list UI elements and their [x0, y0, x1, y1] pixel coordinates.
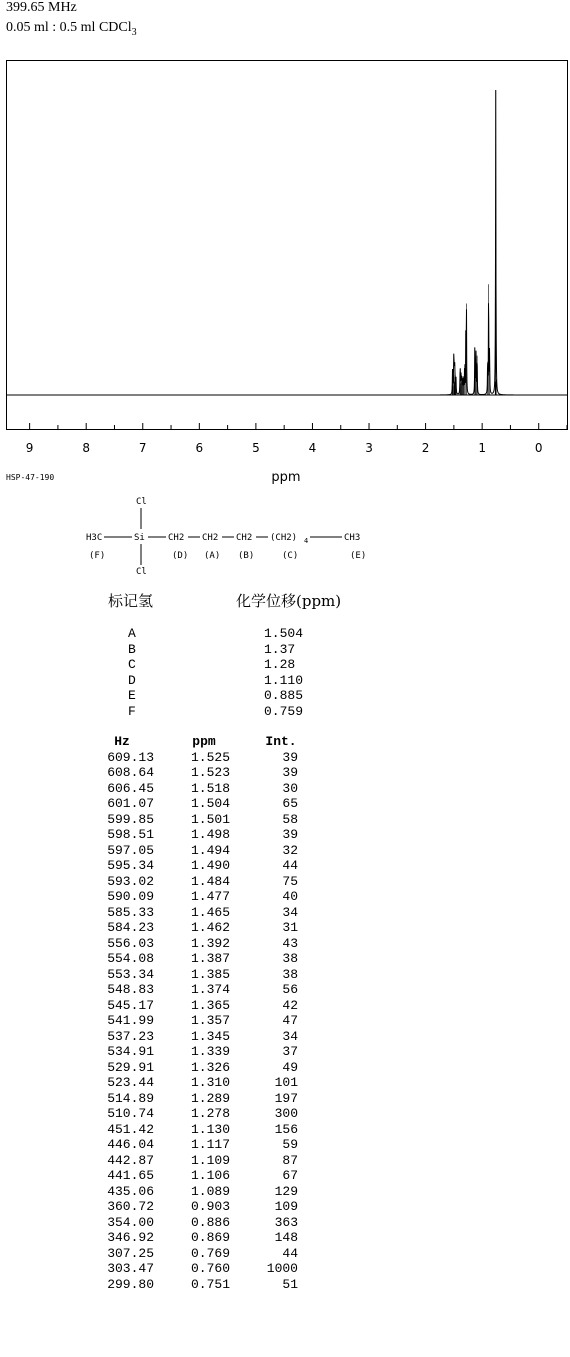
peak-ppm: 1.117: [190, 1137, 230, 1152]
peak-ppm: 1.289: [190, 1090, 230, 1106]
table-row: [0, 1199, 570, 1215]
position-label-a: (A): [204, 551, 221, 561]
peak-ppm: 0.769: [190, 1245, 230, 1261]
ch2-a-label: CH2: [202, 533, 219, 543]
x-tick-label: 4: [308, 441, 317, 455]
peak-hz: 601.07: [107, 796, 154, 811]
peak-hz: 608.64: [107, 765, 154, 780]
peak-ppm: 1.089: [190, 1183, 230, 1199]
peak-hz: 510.74: [107, 1106, 154, 1121]
peak-hz: 598.51: [107, 827, 154, 842]
position-label-e: (E): [350, 551, 367, 561]
assignment-label: B: [128, 641, 136, 657]
peak-ppm: 1.484: [190, 873, 230, 889]
peak-ppm: 1.109: [190, 1152, 230, 1168]
table-row: [0, 1044, 570, 1060]
table-row: [0, 998, 570, 1014]
ch3-label: CH3: [344, 533, 361, 543]
assignment-row: [0, 704, 570, 720]
peak-int: 32: [282, 842, 298, 858]
assignment-row: [0, 626, 570, 642]
assignment-col-shift: 化学位移(ppm): [236, 592, 342, 610]
peak-ppm: 1.130: [190, 1121, 230, 1137]
peak-ppm: 1.278: [190, 1106, 230, 1121]
peak-hz: 554.08: [107, 951, 154, 966]
assignment-shift: 1.110: [264, 672, 304, 688]
peak-ppm: 0.903: [190, 1199, 230, 1214]
peak-hz: 299.80: [107, 1276, 154, 1292]
chemical-structure: [80, 490, 400, 580]
peak-ppm: 1.339: [190, 1044, 230, 1059]
peak-hz: 451.42: [107, 1121, 154, 1137]
peak-int: 51: [282, 1276, 298, 1292]
assignment-col-label: 标记氢: [108, 592, 154, 610]
peak-int: 37: [282, 1044, 298, 1059]
table-row: [0, 1137, 570, 1153]
spectrum-code: HSP-47-190: [6, 473, 55, 482]
peak-hz: 537.23: [107, 1028, 154, 1044]
assignment-label: F: [128, 703, 136, 719]
peak-int: 39: [282, 827, 298, 842]
peak-hz: 606.45: [107, 780, 154, 796]
peak-int: 44: [282, 1245, 298, 1261]
peak-hz: 545.17: [107, 997, 154, 1013]
sample-text: 0.05 ml : 0.5 ml CDCl: [6, 20, 132, 35]
peak-ppm: 1.387: [190, 951, 230, 966]
peak-hz: 441.65: [107, 1168, 154, 1183]
table-row: [0, 1122, 570, 1138]
peak-hz: 585.33: [107, 904, 154, 920]
assignment-list: [0, 626, 570, 719]
table-row: [0, 874, 570, 890]
table-row: [0, 920, 570, 936]
table-row: [0, 827, 570, 843]
peak-hz: 553.34: [107, 966, 154, 982]
sample-subscript: 3: [131, 26, 137, 38]
x-tick-label: 1: [478, 441, 486, 455]
peak-hz: 548.83: [107, 982, 154, 997]
position-label-c: (C): [282, 551, 299, 561]
peak-int: 38: [282, 951, 298, 966]
peak-ppm: 0.886: [190, 1214, 230, 1230]
table-row: [0, 812, 570, 828]
peak-int: 39: [282, 749, 298, 765]
peak-int: 300: [274, 1106, 298, 1121]
peak-ppm: 1.525: [190, 749, 230, 765]
peak-table-body: [0, 750, 570, 1293]
peak-hz: 346.92: [107, 1230, 154, 1245]
peak-table: [0, 734, 570, 1292]
peak-hz: 609.13: [107, 749, 154, 765]
assignment-row: [0, 642, 570, 658]
peak-int: 39: [282, 765, 298, 780]
assignment-label: E: [128, 688, 136, 703]
table-row: [0, 1060, 570, 1076]
peak-int: 34: [282, 904, 298, 920]
spectrometer-frequency: 399.65 MHz: [6, 0, 77, 15]
peak-ppm: 1.494: [190, 842, 230, 858]
table-row: [0, 1184, 570, 1200]
plot-frame: [7, 61, 568, 430]
peak-ppm: 1.490: [190, 858, 230, 873]
peak-ppm: 1.310: [190, 1075, 230, 1090]
peak-hz: 584.23: [107, 920, 154, 935]
peak-int: 42: [282, 997, 298, 1013]
peak-ppm: 0.869: [190, 1230, 230, 1245]
peak-ppm: 1.385: [190, 966, 230, 982]
peak-hz: 523.44: [107, 1075, 154, 1090]
cl-top-label: Cl: [136, 497, 147, 507]
h3c-label: H3C: [86, 533, 103, 543]
repeat-count: 4: [304, 537, 309, 545]
peak-hz: 529.91: [107, 1059, 154, 1075]
table-row: [0, 1261, 570, 1277]
table-row: [0, 843, 570, 859]
assignment-label: C: [128, 657, 136, 672]
assignment-shift: 1.28: [264, 657, 296, 672]
header-ppm: ppm: [192, 734, 216, 749]
assignment-label: A: [128, 626, 136, 641]
peak-hz: 534.91: [107, 1044, 154, 1059]
table-row: [0, 1246, 570, 1262]
table-row: [0, 967, 570, 983]
peak-int: 59: [282, 1137, 298, 1152]
peak-hz: 595.34: [107, 858, 154, 873]
peak-ppm: 1.106: [190, 1168, 230, 1183]
si-label: Si: [134, 533, 145, 543]
table-row: [0, 905, 570, 921]
assignment-row: [0, 688, 570, 704]
peak-ppm: 1.365: [190, 997, 230, 1013]
peak-ppm: 0.760: [190, 1261, 230, 1276]
header-int: Int.: [265, 734, 297, 749]
x-tick-label: 2: [421, 441, 430, 455]
peak-int: 109: [274, 1199, 298, 1214]
peak-ppm: 1.477: [190, 889, 230, 904]
peak-int: 156: [274, 1121, 298, 1137]
table-row: [0, 750, 570, 766]
cl-bottom-label: Cl: [136, 567, 147, 577]
peak-table-header: [0, 734, 570, 750]
x-tick-label: 0: [534, 441, 543, 455]
ch2n-label: (CH2): [270, 533, 298, 543]
peak-hz: 360.72: [107, 1199, 154, 1214]
peak-hz: 599.85: [107, 811, 154, 827]
peak-ppm: 1.498: [190, 827, 230, 842]
peak-ppm: 1.392: [190, 935, 230, 951]
x-axis-ticks: [30, 423, 567, 429]
peak-ppm: 1.523: [190, 765, 230, 780]
peak-int: 49: [282, 1059, 298, 1075]
table-row: [0, 781, 570, 797]
spectrum-trace: [7, 90, 567, 395]
x-tick-label: 6: [195, 441, 204, 455]
peak-hz: 303.47: [107, 1261, 154, 1276]
peak-ppm: 1.465: [190, 904, 230, 920]
peak-int: 67: [282, 1168, 298, 1183]
peak-int: 363: [274, 1214, 298, 1230]
table-row: [0, 1106, 570, 1122]
peak-hz: 307.25: [107, 1245, 154, 1261]
peak-ppm: 1.501: [190, 811, 230, 827]
table-row: [0, 1153, 570, 1169]
peak-int: 58: [282, 811, 298, 827]
peak-hz: 597.05: [107, 842, 154, 858]
x-tick-label: 8: [82, 441, 91, 455]
table-row: [0, 1168, 570, 1184]
table-row: [0, 1091, 570, 1107]
peak-int: 148: [274, 1230, 298, 1245]
x-tick-label: 7: [138, 441, 147, 455]
x-axis-label: ppm: [271, 470, 301, 485]
peak-hz: 514.89: [107, 1090, 154, 1106]
peak-int: 34: [282, 1028, 298, 1044]
table-row: [0, 765, 570, 781]
assignment-shift: 0.885: [264, 688, 304, 703]
peak-int: 31: [282, 920, 298, 935]
table-row: [0, 1029, 570, 1045]
assignment-row: [0, 657, 570, 673]
peak-ppm: 1.326: [190, 1059, 230, 1075]
x-tick-label: 5: [252, 441, 260, 455]
position-label-f: (F): [89, 551, 106, 561]
table-row: [0, 936, 570, 952]
peak-int: 87: [282, 1152, 298, 1168]
peak-hz: 541.99: [107, 1013, 154, 1028]
peak-ppm: 1.504: [190, 796, 230, 811]
peak-int: 101: [274, 1075, 298, 1090]
header-hz: Hz: [114, 734, 130, 749]
peak-hz: 556.03: [107, 935, 154, 951]
table-row: [0, 982, 570, 998]
assignment-label: D: [128, 672, 136, 688]
assignment-shift: 1.504: [264, 626, 304, 641]
assignment-shift: 0.759: [264, 703, 304, 719]
x-tick-label: 3: [365, 441, 373, 455]
peak-ppm: 1.345: [190, 1028, 230, 1044]
table-row: [0, 796, 570, 812]
table-row: [0, 951, 570, 967]
peak-int: 65: [282, 796, 298, 811]
peak-int: 56: [282, 982, 298, 997]
peak-int: 75: [282, 873, 298, 889]
peak-int: 47: [282, 1013, 298, 1028]
table-row: [0, 858, 570, 874]
peak-hz: 590.09: [107, 889, 154, 904]
peak-hz: 446.04: [107, 1137, 154, 1152]
peak-int: 38: [282, 966, 298, 982]
table-row: [0, 1277, 570, 1293]
table-row: [0, 889, 570, 905]
position-label-b: (B): [238, 551, 255, 561]
table-row: [0, 1230, 570, 1246]
peak-ppm: 1.518: [190, 780, 230, 796]
peak-hz: 435.06: [107, 1183, 154, 1199]
peak-int: 1000: [266, 1261, 298, 1276]
table-row: [0, 1013, 570, 1029]
ch2-b-label: CH2: [236, 533, 253, 543]
assignment-row: [0, 673, 570, 689]
peak-int: 129: [274, 1183, 298, 1199]
x-axis-tick-labels: [26, 441, 543, 455]
peak-hz: 442.87: [107, 1152, 154, 1168]
x-tick-label: 9: [25, 441, 34, 455]
assignment-shift: 1.37: [264, 641, 296, 657]
peak-int: 197: [274, 1090, 298, 1106]
table-row: [0, 1075, 570, 1091]
peak-ppm: 1.462: [190, 920, 230, 935]
peak-hz: 354.00: [107, 1214, 154, 1230]
peak-int: 40: [282, 889, 298, 904]
peak-ppm: 0.751: [190, 1276, 230, 1292]
table-row: [0, 1215, 570, 1231]
peak-int: 44: [282, 858, 298, 873]
peak-ppm: 1.357: [190, 1013, 230, 1028]
position-label-d: (D): [172, 551, 189, 561]
peak-int: 30: [282, 780, 298, 796]
ch2-d-label: CH2: [168, 533, 185, 543]
peak-int: 43: [282, 935, 298, 951]
peak-ppm: 1.374: [190, 982, 230, 997]
peak-hz: 593.02: [107, 873, 154, 889]
